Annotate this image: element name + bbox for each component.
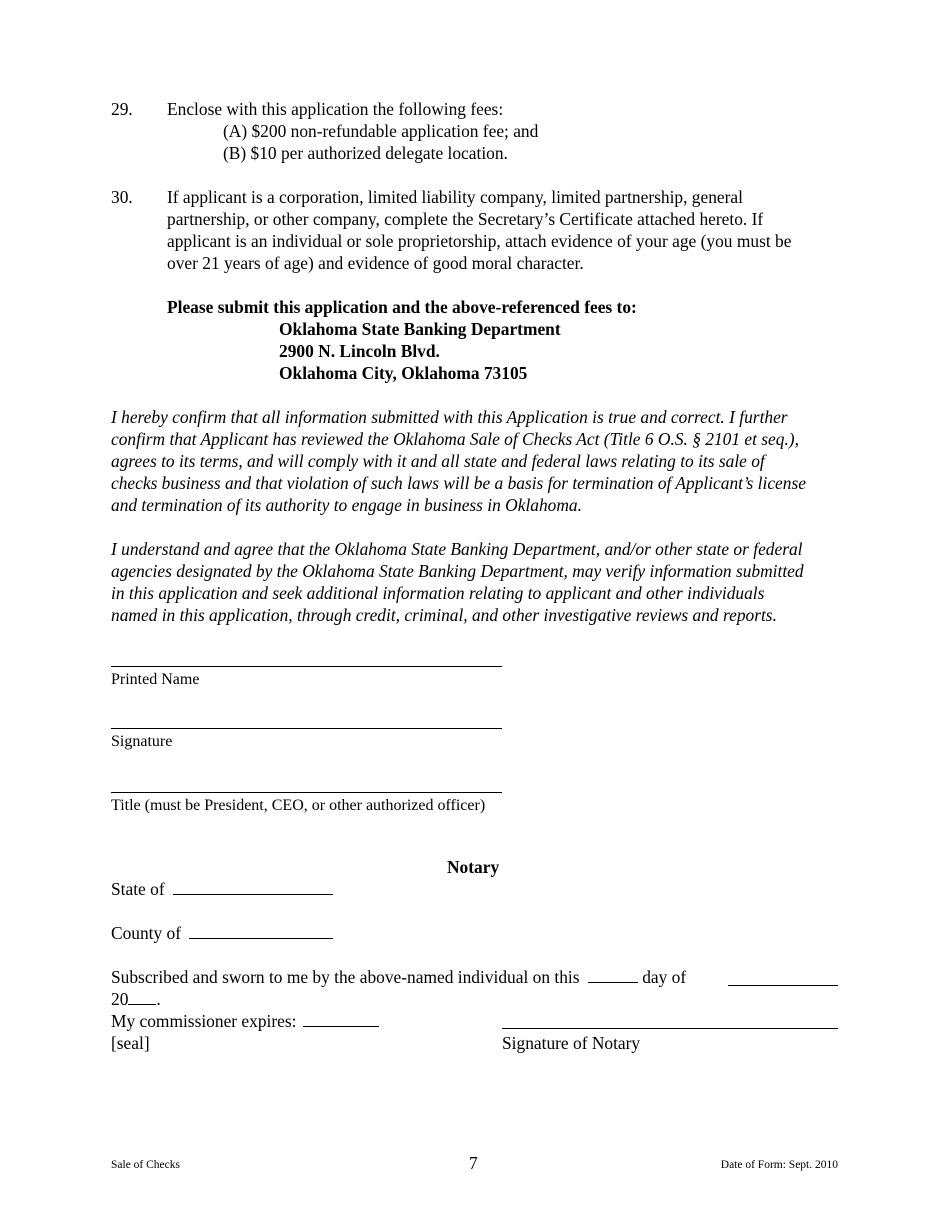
confirmation-line: and termination of its authority to engage in business in Oklahoma. <box>111 495 582 515</box>
confirmation-line: agrees to its terms, and will comply with it and all state and federal laws relating to its sale of <box>111 451 765 471</box>
state-row <box>111 878 333 900</box>
state-blank[interactable] <box>173 878 333 895</box>
state-label: State of <box>111 879 165 899</box>
item-30-line: applicant is an individual or sole proprietorship, attach evidence of your age (you must be <box>167 231 792 251</box>
printed-name-line[interactable] <box>111 666 502 667</box>
agreement-line: agencies designated by the Oklahoma State Banking Department, may verify information submitted <box>111 561 804 581</box>
title-line[interactable] <box>111 792 502 793</box>
agreement-line: in this application and seek additional information relating to applicant and other individuals <box>111 583 765 603</box>
year-blank[interactable] <box>128 988 156 1005</box>
notary-signature-label: Signature of Notary <box>502 1033 641 1053</box>
confirmation-line: confirm that Applicant has reviewed the Oklahoma Sale of Checks Act (Title 6 O.S. § 2101 et seq.), <box>111 429 799 449</box>
submit-address-line: Oklahoma State Banking Department <box>279 319 561 339</box>
item-30-line: over 21 years of age) and evidence of good moral character. <box>167 253 584 273</box>
notary-signature-line[interactable] <box>502 1028 838 1029</box>
title-label: Title (must be President, CEO, or other authorized officer) <box>111 797 486 814</box>
year-row <box>111 988 161 1010</box>
day-of-text: day of <box>642 967 687 987</box>
footer-left: Sale of Checks <box>111 1159 180 1171</box>
footer-right: Date of Form: Sept. 2010 <box>720 1159 838 1171</box>
submit-address-line: Oklahoma City, Oklahoma 73105 <box>279 363 528 383</box>
item-29-intro: Enclose with this application the following fees: <box>167 99 504 119</box>
sworn-statement <box>111 966 838 988</box>
item-30-line: partnership, or other company, complete the Secretary’s Certificate attached hereto. If <box>167 209 764 229</box>
printed-name-label: Printed Name <box>111 671 200 688</box>
item-30-paragraph <box>167 186 838 274</box>
month-blank[interactable] <box>728 969 838 986</box>
year-prefix: 20 <box>111 989 129 1009</box>
sworn-text: Subscribed and sworn to me by the above-named individual on this <box>111 967 580 987</box>
county-row <box>111 922 333 944</box>
commission-blank[interactable] <box>303 1010 379 1027</box>
page-number: 7 <box>469 1153 478 1173</box>
submit-address-line: 2900 N. Lincoln Blvd. <box>279 341 440 361</box>
day-blank[interactable] <box>588 966 638 983</box>
item-29-number: 29. <box>111 99 133 119</box>
commission-label: My commissioner expires: <box>111 1011 297 1031</box>
submit-heading: Please submit this application and the above-referenced fees to: <box>167 297 637 317</box>
agreement-paragraph <box>111 538 838 626</box>
confirmation-paragraph <box>111 406 838 516</box>
year-suffix: . <box>156 989 161 1009</box>
confirmation-line: I hereby confirm that all information submitted with this Application is true and correct. I further <box>111 407 788 427</box>
agreement-line: named in this application, through credit, criminal, and other investigative reviews and reports. <box>111 605 777 625</box>
fee-item-b: (B) $10 per authorized delegate location. <box>223 143 508 163</box>
seal-label: [seal] <box>111 1033 150 1053</box>
confirmation-line: checks business and that violation of such laws will be a basis for termination of Applicant’s license <box>111 473 806 493</box>
agreement-line: I understand and agree that the Oklahoma State Banking Department, and/or other state or federal <box>111 539 803 559</box>
county-blank[interactable] <box>189 922 333 939</box>
signature-label: Signature <box>111 733 173 750</box>
commission-row <box>111 1010 379 1032</box>
item-30-line: If applicant is a corporation, limited liability company, limited partnership, general <box>167 187 743 207</box>
county-label: County of <box>111 923 182 943</box>
notary-heading: Notary <box>447 857 500 877</box>
item-30-number: 30. <box>111 187 133 207</box>
signature-line[interactable] <box>111 728 502 729</box>
fee-item-a: (A) $200 non-refundable application fee; and <box>223 121 539 141</box>
